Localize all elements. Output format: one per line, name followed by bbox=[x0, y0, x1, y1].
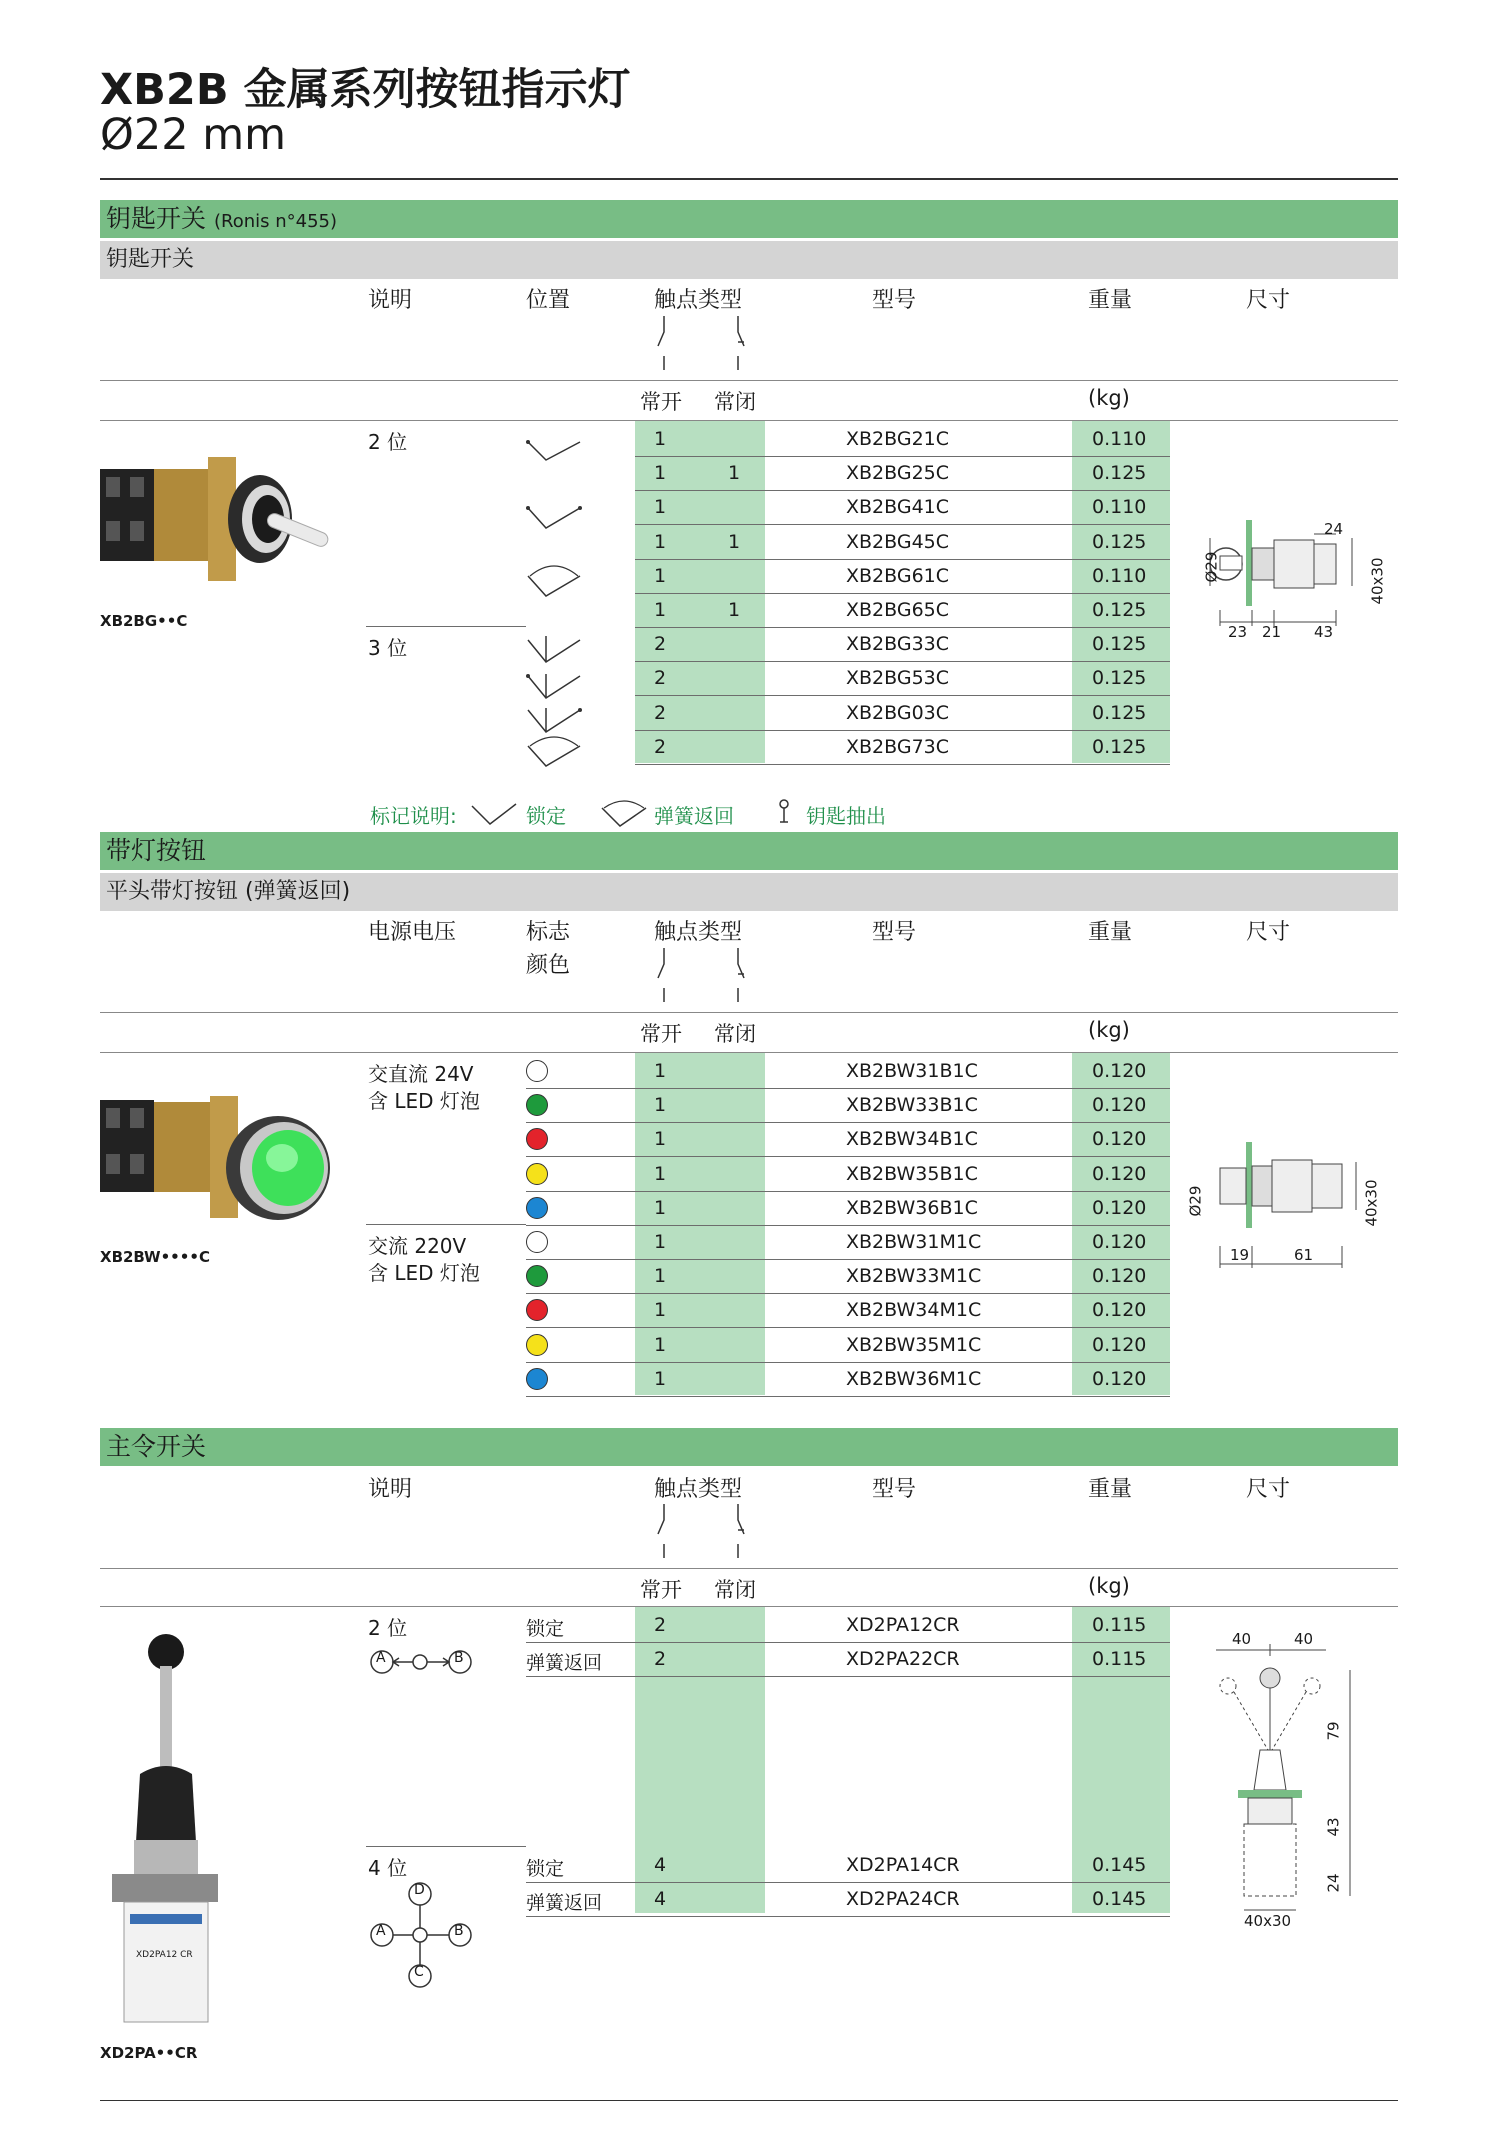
row-weight: 0.125 bbox=[1092, 530, 1147, 553]
row-weight: 0.145 bbox=[1092, 1888, 1147, 1910]
header-rule bbox=[100, 1012, 1398, 1013]
row-model: XB2BG61C bbox=[846, 564, 950, 587]
header-rule bbox=[100, 178, 1398, 180]
row-divider bbox=[526, 1916, 1170, 1917]
row-divider bbox=[526, 1225, 1170, 1226]
row-model: XB2BG03C bbox=[846, 701, 950, 724]
row-model: XB2BW36B1C bbox=[846, 1196, 978, 1219]
dim-c: 21 bbox=[1262, 623, 1282, 641]
header-unit: (kg) bbox=[1088, 1018, 1130, 1042]
group-label-220v-led: 含 LED 灯泡 bbox=[368, 1261, 480, 1285]
dim-e: 43 bbox=[1314, 623, 1334, 641]
row-divider bbox=[526, 1156, 1170, 1157]
color-indicator-icon bbox=[526, 1265, 548, 1287]
row-model: XB2BW36M1C bbox=[846, 1367, 982, 1390]
diag-a: A bbox=[376, 1923, 386, 1939]
row-no: 1 bbox=[654, 1367, 667, 1390]
header-model: 型号 bbox=[872, 920, 917, 945]
row-model: XB2BG53C bbox=[846, 667, 950, 690]
row-no: 1 bbox=[654, 1333, 667, 1356]
group-label-2pos: 2 位 bbox=[368, 430, 408, 454]
row-divider bbox=[526, 1191, 1170, 1192]
dim-a: 40 bbox=[1232, 1630, 1252, 1648]
color-indicator-icon bbox=[526, 1368, 548, 1390]
diag-b: B bbox=[454, 1923, 464, 1939]
row-model: XD2PA14CR bbox=[846, 1854, 960, 1876]
group-label-220v: 交流 220V bbox=[368, 1234, 467, 1258]
row-weight: 0.145 bbox=[1092, 1854, 1147, 1876]
legend-label: 标记说明: bbox=[370, 804, 457, 828]
row-divider bbox=[635, 490, 1170, 491]
position-diagram-2pos bbox=[368, 1648, 478, 1678]
product-label: XB2BG••C bbox=[100, 612, 188, 630]
row-model: XB2BW35B1C bbox=[846, 1162, 978, 1185]
row-divider bbox=[526, 1088, 1170, 1089]
contact-symbol-icon bbox=[650, 1500, 760, 1562]
row-divider bbox=[526, 1676, 1170, 1677]
section-bar-key-switch bbox=[100, 200, 1398, 238]
row-divider bbox=[526, 1396, 1170, 1397]
row-weight: 0.110 bbox=[1092, 564, 1147, 587]
row-divider bbox=[526, 1882, 1170, 1883]
row-no: 2 bbox=[654, 1648, 667, 1670]
row-no: 1 bbox=[654, 1299, 667, 1322]
row-no: 1 bbox=[654, 530, 667, 553]
row-divider bbox=[635, 593, 1170, 594]
row-weight: 0.125 bbox=[1092, 701, 1147, 724]
header-weight: 重量 bbox=[1088, 920, 1133, 945]
row-type: 弹簧返回 bbox=[526, 1892, 603, 1914]
section-note: (Ronis n°455) bbox=[213, 211, 337, 232]
contact-symbol-icon bbox=[650, 944, 760, 1006]
header-mark: 标志 bbox=[526, 920, 571, 945]
row-no: 4 bbox=[654, 1888, 667, 1910]
row-model: XB2BW35M1C bbox=[846, 1333, 982, 1356]
group-divider bbox=[366, 1846, 526, 1847]
row-model: XB2BG45C bbox=[846, 530, 950, 553]
row-nc: 1 bbox=[728, 599, 741, 621]
position-diagram-4pos bbox=[368, 1880, 478, 1990]
row-no: 1 bbox=[654, 428, 667, 450]
row-divider bbox=[635, 627, 1170, 628]
row-divider bbox=[526, 1259, 1170, 1260]
header-weight: 重量 bbox=[1088, 288, 1133, 313]
row-weight: 0.115 bbox=[1092, 1648, 1147, 1670]
row-no: 1 bbox=[654, 1231, 667, 1253]
contact-symbol-icon bbox=[650, 312, 760, 374]
header-dims: 尺寸 bbox=[1246, 920, 1291, 945]
row-weight: 0.125 bbox=[1092, 633, 1147, 656]
header-contact: 触点类型 bbox=[654, 1477, 743, 1502]
dim-f: 40x30 bbox=[1244, 1912, 1292, 1930]
row-no: 2 bbox=[654, 701, 667, 724]
row-no: 2 bbox=[654, 735, 667, 758]
row-divider bbox=[635, 730, 1170, 731]
row-divider bbox=[526, 1293, 1170, 1294]
row-no: 1 bbox=[654, 1162, 667, 1185]
group-label-24v: 交直流 24V bbox=[368, 1062, 474, 1086]
section-bar-joystick: 主令开关 bbox=[100, 1428, 1398, 1466]
row-divider bbox=[526, 1122, 1170, 1123]
diag-a: A bbox=[376, 1650, 386, 1666]
group-divider bbox=[366, 1224, 526, 1225]
row-model: XD2PA12CR bbox=[846, 1614, 960, 1636]
row-weight: 0.120 bbox=[1092, 1060, 1147, 1082]
position-symbols-icon bbox=[524, 428, 590, 768]
product-label: XB2BW••••C bbox=[100, 1248, 210, 1266]
row-divider bbox=[526, 1642, 1170, 1643]
row-weight: 0.120 bbox=[1092, 1231, 1147, 1253]
row-type: 锁定 bbox=[526, 1858, 565, 1880]
subsection-bar: 钥匙开关 bbox=[100, 241, 1398, 279]
dim-b: 61 bbox=[1294, 1246, 1314, 1264]
row-divider bbox=[635, 695, 1170, 696]
row-model: XB2BW34M1C bbox=[846, 1299, 982, 1322]
header-weight: 重量 bbox=[1088, 1477, 1133, 1502]
header-rule bbox=[100, 380, 1398, 381]
color-indicator-icon bbox=[526, 1299, 548, 1321]
dim-a: 19 bbox=[1230, 1246, 1250, 1264]
row-weight: 0.110 bbox=[1092, 496, 1147, 519]
row-no: 1 bbox=[654, 1060, 667, 1082]
section-bar-illuminated: 带灯按钮 bbox=[100, 832, 1398, 870]
row-weight: 0.125 bbox=[1092, 735, 1147, 758]
spring-symbol-icon bbox=[600, 800, 648, 828]
group-label-3pos: 3 位 bbox=[368, 636, 408, 660]
header-voltage: 电源电压 bbox=[368, 920, 457, 945]
row-divider bbox=[635, 764, 1170, 765]
row-divider bbox=[526, 1327, 1170, 1328]
product-label: XD2PA••CR bbox=[100, 2044, 198, 2062]
header-no: 常开 bbox=[640, 1578, 682, 1602]
row-model: XB2BW31M1C bbox=[846, 1231, 982, 1253]
dim-e: 24 bbox=[1324, 1873, 1343, 1893]
header-rule bbox=[100, 1568, 1398, 1569]
dimension-drawing bbox=[1190, 1142, 1380, 1272]
row-model: XB2BG25C bbox=[846, 462, 950, 485]
row-nc: 1 bbox=[728, 462, 741, 485]
row-no: 1 bbox=[654, 462, 667, 485]
header-contact: 触点类型 bbox=[654, 920, 743, 945]
row-model: XD2PA22CR bbox=[846, 1648, 960, 1670]
key-symbol-icon bbox=[774, 798, 794, 826]
header-contact: 触点类型 bbox=[654, 288, 743, 313]
page-title: XB2B 金属系列按钮指示灯 bbox=[100, 65, 631, 115]
group-label-2pos: 2 位 bbox=[368, 1616, 408, 1640]
header-dims: 尺寸 bbox=[1246, 288, 1291, 313]
row-weight: 0.110 bbox=[1092, 428, 1147, 450]
row-no: 2 bbox=[654, 1614, 667, 1636]
row-divider bbox=[635, 456, 1170, 457]
group-divider bbox=[366, 626, 526, 627]
dim-diameter: Ø29 bbox=[1186, 1185, 1205, 1217]
row-model: XB2BG33C bbox=[846, 633, 950, 656]
row-weight: 0.125 bbox=[1092, 599, 1147, 621]
row-model: XB2BW33M1C bbox=[846, 1265, 982, 1288]
row-no: 2 bbox=[654, 633, 667, 656]
row-weight: 0.120 bbox=[1092, 1162, 1147, 1185]
group-label-4pos: 4 位 bbox=[368, 1856, 408, 1880]
photo-text: XD2PA12 CR bbox=[136, 1950, 193, 1960]
diag-b: B bbox=[454, 1650, 464, 1666]
dim-b: 40 bbox=[1294, 1630, 1314, 1648]
header-unit: (kg) bbox=[1088, 1574, 1130, 1598]
row-weight: 0.115 bbox=[1092, 1614, 1147, 1636]
header-no: 常开 bbox=[640, 390, 682, 414]
illuminated-button-photo bbox=[100, 1096, 340, 1246]
dim-diameter: Ø29 bbox=[1202, 551, 1221, 583]
row-weight: 0.125 bbox=[1092, 462, 1147, 485]
row-divider bbox=[635, 559, 1170, 560]
row-weight: 0.120 bbox=[1092, 1265, 1147, 1288]
row-model: XB2BG41C bbox=[846, 496, 950, 519]
row-model: XB2BW34B1C bbox=[846, 1128, 978, 1151]
header-dims: 尺寸 bbox=[1246, 1477, 1291, 1502]
legend-key: 钥匙抽出 bbox=[806, 804, 886, 828]
dim-f: 40x30 bbox=[1362, 1179, 1381, 1227]
row-no: 1 bbox=[654, 1265, 667, 1288]
row-weight: 0.120 bbox=[1092, 1299, 1147, 1322]
key-switch-photo bbox=[100, 455, 340, 605]
row-model: XB2BW31B1C bbox=[846, 1060, 978, 1082]
color-indicator-icon bbox=[526, 1197, 548, 1219]
header-no: 常开 bbox=[640, 1022, 682, 1046]
header-color: 颜色 bbox=[526, 953, 571, 978]
footer-rule bbox=[100, 2100, 1398, 2101]
row-weight: 0.120 bbox=[1092, 1094, 1147, 1117]
row-nc: 1 bbox=[728, 530, 741, 553]
legend-lock: 锁定 bbox=[526, 804, 566, 828]
color-indicator-icon bbox=[526, 1060, 548, 1082]
page-subtitle: Ø22 mm bbox=[100, 110, 287, 160]
color-indicator-icon bbox=[526, 1231, 548, 1253]
row-no: 2 bbox=[654, 667, 667, 690]
diag-d: D bbox=[414, 1882, 425, 1898]
dim-b: 23 bbox=[1228, 623, 1248, 641]
row-type: 锁定 bbox=[526, 1618, 565, 1640]
header-model: 型号 bbox=[872, 1477, 917, 1502]
row-no: 1 bbox=[654, 1196, 667, 1219]
row-model: XB2BG21C bbox=[846, 428, 950, 450]
row-weight: 0.120 bbox=[1092, 1367, 1147, 1390]
dim-f: 40x30 bbox=[1368, 557, 1387, 605]
row-weight: 0.125 bbox=[1092, 667, 1147, 690]
row-model: XB2BW33B1C bbox=[846, 1094, 978, 1117]
color-indicator-icon bbox=[526, 1094, 548, 1116]
diag-c: C bbox=[414, 1964, 424, 1980]
row-divider bbox=[635, 661, 1170, 662]
dim-a: 24 bbox=[1324, 520, 1344, 538]
row-divider bbox=[635, 524, 1170, 525]
row-model: XB2BG65C bbox=[846, 599, 950, 621]
row-no: 1 bbox=[654, 1094, 667, 1117]
dim-c: 79 bbox=[1324, 1721, 1343, 1741]
group-label-24v-led: 含 LED 灯泡 bbox=[368, 1089, 480, 1113]
header-desc: 说明 bbox=[368, 288, 413, 313]
header-position: 位置 bbox=[526, 288, 571, 313]
color-indicator-icon bbox=[526, 1334, 548, 1356]
joystick-photo bbox=[100, 1622, 230, 2032]
section-title: 钥匙开关 bbox=[106, 204, 207, 233]
header-nc: 常闭 bbox=[714, 390, 756, 414]
lock-symbol-icon bbox=[470, 800, 518, 828]
row-no: 4 bbox=[654, 1854, 667, 1876]
dim-d: 43 bbox=[1324, 1817, 1343, 1837]
legend-spring: 弹簧返回 bbox=[654, 804, 734, 828]
row-no: 1 bbox=[654, 599, 667, 621]
row-model: XD2PA24CR bbox=[846, 1888, 960, 1910]
subsection-bar: 平头带灯按钮 (弹簧返回) bbox=[100, 873, 1398, 911]
row-model: XB2BG73C bbox=[846, 735, 950, 758]
header-desc: 说明 bbox=[368, 1477, 413, 1502]
row-divider bbox=[526, 1362, 1170, 1363]
header-nc: 常闭 bbox=[714, 1578, 756, 1602]
row-type: 弹簧返回 bbox=[526, 1652, 603, 1674]
header-model: 型号 bbox=[872, 288, 917, 313]
row-weight: 0.120 bbox=[1092, 1128, 1147, 1151]
dimension-drawing bbox=[1210, 1640, 1370, 1920]
row-no: 1 bbox=[654, 1128, 667, 1151]
row-no: 1 bbox=[654, 564, 667, 587]
row-no: 1 bbox=[654, 496, 667, 519]
header-nc: 常闭 bbox=[714, 1022, 756, 1046]
row-weight: 0.120 bbox=[1092, 1333, 1147, 1356]
color-indicator-icon bbox=[526, 1163, 548, 1185]
row-weight: 0.120 bbox=[1092, 1196, 1147, 1219]
color-indicator-icon bbox=[526, 1128, 548, 1150]
header-unit: (kg) bbox=[1088, 386, 1130, 410]
